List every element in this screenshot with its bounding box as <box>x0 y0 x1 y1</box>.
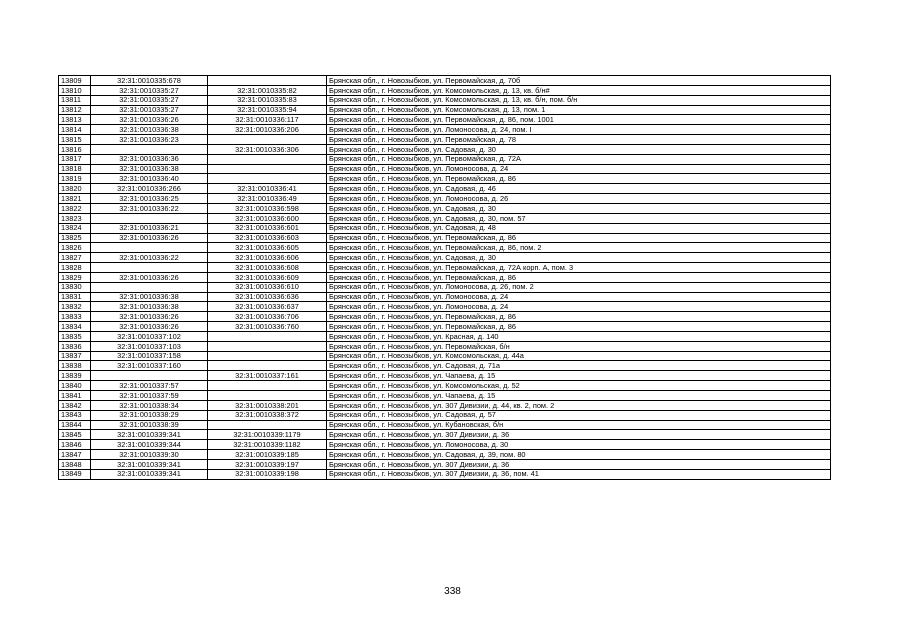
row-number-cell: 13812 <box>59 105 91 115</box>
parcel-cadastral-number-cell: 32:31:0010336:22 <box>91 253 208 263</box>
table-row <box>59 312 831 322</box>
address-cell: Брянская обл., г. Новозыбков, ул. Садовая, д. 71а <box>327 361 831 371</box>
parcel-cadastral-number-cell: 32:31:0010336:22 <box>91 203 208 213</box>
object-cadastral-number-cell <box>208 341 327 351</box>
row-number-cell: 13814 <box>59 125 91 135</box>
address-cell: Брянская обл., г. Новозыбков, ул. Садовая, д. 30 <box>327 203 831 213</box>
row-number-cell: 13822 <box>59 203 91 213</box>
table-row <box>59 213 831 223</box>
address-cell: Брянская обл., г. Новозыбков, ул. Ломоносова, д. 26 <box>327 194 831 204</box>
address-cell: Брянская обл., г. Новозыбков, ул. Первомайская, д. 86 <box>327 322 831 332</box>
parcel-cadastral-number-cell: 32:31:0010336:38 <box>91 164 208 174</box>
address-cell: Брянская обл., г. Новозыбков, ул. Садовая, д. 30, пом. 57 <box>327 213 831 223</box>
table-row <box>59 272 831 282</box>
parcel-cadastral-number-cell: 32:31:0010337:103 <box>91 341 208 351</box>
address-cell: Брянская обл., г. Новозыбков, ул. Садовая, д. 39, пом. 80 <box>327 450 831 460</box>
address-cell: Брянская обл., г. Новозыбков, ул. Первомайская, д. 78 <box>327 135 831 145</box>
parcel-cadastral-number-cell: 32:31:0010338:29 <box>91 410 208 420</box>
parcel-cadastral-number-cell: 32:31:0010339:341 <box>91 430 208 440</box>
table-row <box>59 233 831 243</box>
object-cadastral-number-cell <box>208 174 327 184</box>
parcel-cadastral-number-cell: 32:31:0010336:26 <box>91 233 208 243</box>
page-number: 338 <box>444 586 461 597</box>
parcel-cadastral-number-cell: 32:31:0010339:341 <box>91 459 208 469</box>
address-cell: Брянская обл., г. Новозыбков, ул. Первомайская, д. 72А <box>327 154 831 164</box>
table-row <box>59 341 831 351</box>
row-number-cell: 13830 <box>59 282 91 292</box>
address-cell: Брянская обл., г. Новозыбков, ул. Первомайская, д. 72А корп. А, пом. 3 <box>327 263 831 273</box>
object-cadastral-number-cell: 32:31:0010336:637 <box>208 302 327 312</box>
object-cadastral-number-cell: 32:31:0010336:598 <box>208 203 327 213</box>
parcel-cadastral-number-cell: 32:31:0010336:26 <box>91 322 208 332</box>
row-number-cell: 13837 <box>59 351 91 361</box>
table-row <box>59 174 831 184</box>
table-row <box>59 410 831 420</box>
object-cadastral-number-cell: 32:31:0010336:608 <box>208 263 327 273</box>
address-cell: Брянская обл., г. Новозыбков, ул. Комсомольская, д. 13, пом. 1 <box>327 105 831 115</box>
address-cell: Брянская обл., г. Новозыбков, ул. Комсомольская, д. 44а <box>327 351 831 361</box>
address-cell: Брянская обл., г. Новозыбков, ул. Ломоносова, д. 24 <box>327 292 831 302</box>
table-row <box>59 194 831 204</box>
parcel-cadastral-number-cell: 32:31:0010335:678 <box>91 76 208 86</box>
object-cadastral-number-cell <box>208 391 327 401</box>
parcel-cadastral-number-cell: 32:31:0010336:26 <box>91 272 208 282</box>
object-cadastral-number-cell: 32:31:0010336:606 <box>208 253 327 263</box>
row-number-cell: 13846 <box>59 440 91 450</box>
address-cell: Брянская обл., г. Новозыбков, ул. 307 Дивизии, д. 44, кв. 2, пом. 2 <box>327 400 831 410</box>
address-cell: Брянская обл., г. Новозыбков, ул. Садовая, д. 46 <box>327 184 831 194</box>
table-row <box>59 253 831 263</box>
parcel-cadastral-number-cell: 32:31:0010339:341 <box>91 469 208 479</box>
table-row <box>59 243 831 253</box>
parcel-cadastral-number-cell: 32:31:0010336:36 <box>91 154 208 164</box>
parcel-cadastral-number-cell: 32:31:0010337:160 <box>91 361 208 371</box>
table-row <box>59 351 831 361</box>
parcel-cadastral-number-cell <box>91 144 208 154</box>
row-number-cell: 13824 <box>59 223 91 233</box>
address-cell: Брянская обл., г. Новозыбков, ул. Садовая, д. 57 <box>327 410 831 420</box>
object-cadastral-number-cell: 32:31:0010339:185 <box>208 450 327 460</box>
table-row <box>59 420 831 430</box>
address-cell: Брянская обл., г. Новозыбков, ул. Садовая, д. 30 <box>327 144 831 154</box>
address-cell: Брянская обл., г. Новозыбков, ул. Первомайская, д. 86, пом. 2 <box>327 243 831 253</box>
table-row <box>59 322 831 332</box>
table-row <box>59 440 831 450</box>
parcel-cadastral-number-cell: 32:31:0010338:39 <box>91 420 208 430</box>
row-number-cell: 13843 <box>59 410 91 420</box>
parcel-cadastral-number-cell <box>91 282 208 292</box>
address-cell: Брянская обл., г. Новозыбков, ул. Ломоносова, д. 24, пом. I <box>327 125 831 135</box>
row-number-cell: 13849 <box>59 469 91 479</box>
object-cadastral-number-cell: 32:31:0010337:161 <box>208 371 327 381</box>
row-number-cell: 13817 <box>59 154 91 164</box>
table-row <box>59 469 831 479</box>
parcel-cadastral-number-cell: 32:31:0010339:30 <box>91 450 208 460</box>
object-cadastral-number-cell: 32:31:0010335:83 <box>208 95 327 105</box>
address-cell: Брянская обл., г. Новозыбков, ул. 307 Дивизии, д. 36 <box>327 459 831 469</box>
address-cell: Брянская обл., г. Новозыбков, ул. Ломоносова, д. 26, пом. 2 <box>327 282 831 292</box>
parcel-cadastral-number-cell: 32:31:0010338:34 <box>91 400 208 410</box>
object-cadastral-number-cell: 32:31:0010336:636 <box>208 292 327 302</box>
parcel-cadastral-number-cell: 32:31:0010336:40 <box>91 174 208 184</box>
row-number-cell: 13834 <box>59 322 91 332</box>
object-cadastral-number-cell: 32:31:0010336:601 <box>208 223 327 233</box>
object-cadastral-number-cell: 32:31:0010335:94 <box>208 105 327 115</box>
row-number-cell: 13833 <box>59 312 91 322</box>
object-cadastral-number-cell: 32:31:0010339:1179 <box>208 430 327 440</box>
table-row <box>59 125 831 135</box>
parcel-cadastral-number-cell: 32:31:0010336:21 <box>91 223 208 233</box>
parcel-cadastral-number-cell: 32:31:0010336:266 <box>91 184 208 194</box>
row-number-cell: 13815 <box>59 135 91 145</box>
table-row <box>59 371 831 381</box>
object-cadastral-number-cell: 32:31:0010339:198 <box>208 469 327 479</box>
parcel-cadastral-number-cell: 32:31:0010335:27 <box>91 105 208 115</box>
row-number-cell: 13839 <box>59 371 91 381</box>
object-cadastral-number-cell: 32:31:0010336:117 <box>208 115 327 125</box>
row-number-cell: 13821 <box>59 194 91 204</box>
row-number-cell: 13829 <box>59 272 91 282</box>
row-number-cell: 13826 <box>59 243 91 253</box>
table-row <box>59 115 831 125</box>
address-cell: Брянская обл., г. Новозыбков, ул. Первомайская, д. 70б <box>327 76 831 86</box>
table-row <box>59 135 831 145</box>
parcel-cadastral-number-cell: 32:31:0010337:59 <box>91 391 208 401</box>
table-row <box>59 400 831 410</box>
row-number-cell: 13840 <box>59 381 91 391</box>
parcel-cadastral-number-cell: 32:31:0010337:57 <box>91 381 208 391</box>
parcel-cadastral-number-cell: 32:31:0010336:26 <box>91 115 208 125</box>
address-cell: Брянская обл., г. Новозыбков, ул. Комсомольская, д. 13, кв. б/н# <box>327 85 831 95</box>
address-cell: Брянская обл., г. Новозыбков, ул. Садовая, д. 30 <box>327 253 831 263</box>
object-cadastral-number-cell: 32:31:0010336:610 <box>208 282 327 292</box>
table-body <box>59 76 831 480</box>
address-cell: Брянская обл., г. Новозыбков, ул. Чапаева, д. 15 <box>327 371 831 381</box>
object-cadastral-number-cell: 32:31:0010336:605 <box>208 243 327 253</box>
address-cell: Брянская обл., г. Новозыбков, ул. Первомайская, д. 86 <box>327 312 831 322</box>
row-number-cell: 13848 <box>59 459 91 469</box>
parcel-cadastral-number-cell <box>91 213 208 223</box>
address-cell: Брянская обл., г. Новозыбков, ул. Первомайская, д. 86, пом. 1001 <box>327 115 831 125</box>
address-cell: Брянская обл., г. Новозыбков, ул. Первомайская, б/н <box>327 341 831 351</box>
row-number-cell: 13820 <box>59 184 91 194</box>
parcel-cadastral-number-cell: 32:31:0010337:102 <box>91 331 208 341</box>
table-row <box>59 381 831 391</box>
row-number-cell: 13813 <box>59 115 91 125</box>
row-number-cell: 13844 <box>59 420 91 430</box>
object-cadastral-number-cell: 32:31:0010339:197 <box>208 459 327 469</box>
address-cell: Брянская обл., г. Новозыбков, ул. Красная, д. 140 <box>327 331 831 341</box>
object-cadastral-number-cell: 32:31:0010336:41 <box>208 184 327 194</box>
address-cell: Брянская обл., г. Новозыбков, ул. Кубановская, б/н <box>327 420 831 430</box>
address-cell: Брянская обл., г. Новозыбков, ул. Первомайская, д. 86 <box>327 174 831 184</box>
row-number-cell: 13845 <box>59 430 91 440</box>
object-cadastral-number-cell <box>208 76 327 86</box>
row-number-cell: 13827 <box>59 253 91 263</box>
table-row <box>59 95 831 105</box>
address-cell: Брянская обл., г. Новозыбков, ул. Комсомольская, д. 52 <box>327 381 831 391</box>
table-row <box>59 263 831 273</box>
object-cadastral-number-cell: 32:31:0010336:306 <box>208 144 327 154</box>
row-number-cell: 13832 <box>59 302 91 312</box>
object-cadastral-number-cell <box>208 361 327 371</box>
object-cadastral-number-cell <box>208 154 327 164</box>
table-row <box>59 85 831 95</box>
address-cell: Брянская обл., г. Новозыбков, ул. 307 Дивизии, д. 36, пом. 41 <box>327 469 831 479</box>
parcel-cadastral-number-cell: 32:31:0010336:38 <box>91 302 208 312</box>
parcel-cadastral-number-cell: 32:31:0010336:25 <box>91 194 208 204</box>
object-cadastral-number-cell: 32:31:0010336:49 <box>208 194 327 204</box>
table-row <box>59 105 831 115</box>
parcel-cadastral-number-cell: 32:31:0010339:344 <box>91 440 208 450</box>
row-number-cell: 13842 <box>59 400 91 410</box>
address-cell: Брянская обл., г. Новозыбков, ул. Ломоносова, д. 30 <box>327 440 831 450</box>
address-cell: Брянская обл., г. Новозыбков, ул. Садовая, д. 48 <box>327 223 831 233</box>
object-cadastral-number-cell: 32:31:0010336:760 <box>208 322 327 332</box>
table-row <box>59 302 831 312</box>
object-cadastral-number-cell <box>208 420 327 430</box>
table-row <box>59 391 831 401</box>
row-number-cell: 13816 <box>59 144 91 154</box>
table-row <box>59 282 831 292</box>
row-number-cell: 13841 <box>59 391 91 401</box>
parcel-cadastral-number-cell: 32:31:0010336:26 <box>91 312 208 322</box>
parcel-cadastral-number-cell: 32:31:0010337:158 <box>91 351 208 361</box>
object-cadastral-number-cell: 32:31:0010336:600 <box>208 213 327 223</box>
object-cadastral-number-cell: 32:31:0010338:201 <box>208 400 327 410</box>
table-row <box>59 361 831 371</box>
object-cadastral-number-cell: 32:31:0010335:82 <box>208 85 327 95</box>
table-row <box>59 430 831 440</box>
row-number-cell: 13810 <box>59 85 91 95</box>
object-cadastral-number-cell <box>208 381 327 391</box>
object-cadastral-number-cell: 32:31:0010338:372 <box>208 410 327 420</box>
parcel-cadastral-number-cell: 32:31:0010335:27 <box>91 95 208 105</box>
object-cadastral-number-cell <box>208 135 327 145</box>
row-number-cell: 13835 <box>59 331 91 341</box>
table-row <box>59 164 831 174</box>
row-number-cell: 13819 <box>59 174 91 184</box>
table-row <box>59 331 831 341</box>
object-cadastral-number-cell: 32:31:0010339:1182 <box>208 440 327 450</box>
table-row <box>59 154 831 164</box>
parcel-cadastral-number-cell <box>91 371 208 381</box>
parcel-cadastral-number-cell <box>91 243 208 253</box>
parcel-cadastral-number-cell: 32:31:0010336:23 <box>91 135 208 145</box>
table-row <box>59 144 831 154</box>
row-number-cell: 13847 <box>59 450 91 460</box>
row-number-cell: 13836 <box>59 341 91 351</box>
table-row <box>59 223 831 233</box>
table-row <box>59 450 831 460</box>
address-cell: Брянская обл., г. Новозыбков, ул. Чапаева, д. 15 <box>327 391 831 401</box>
parcel-cadastral-number-cell: 32:31:0010336:38 <box>91 125 208 135</box>
table-row <box>59 292 831 302</box>
address-cell: Брянская обл., г. Новозыбков, ул. Ломоносова, д. 24 <box>327 164 831 174</box>
object-cadastral-number-cell: 32:31:0010336:706 <box>208 312 327 322</box>
table-row <box>59 459 831 469</box>
table-row <box>59 76 831 86</box>
row-number-cell: 13823 <box>59 213 91 223</box>
parcel-cadastral-number-cell: 32:31:0010335:27 <box>91 85 208 95</box>
address-cell: Брянская обл., г. Новозыбков, ул. 307 Дивизии, д. 36 <box>327 430 831 440</box>
address-cell: Брянская обл., г. Новозыбков, ул. Комсомольская, д. 13, кв. б/н, пом. б/н <box>327 95 831 105</box>
object-cadastral-number-cell: 32:31:0010336:206 <box>208 125 327 135</box>
row-number-cell: 13838 <box>59 361 91 371</box>
address-cell: Брянская обл., г. Новозыбков, ул. Первомайская, д. 86 <box>327 233 831 243</box>
row-number-cell: 13825 <box>59 233 91 243</box>
object-cadastral-number-cell: 32:31:0010336:603 <box>208 233 327 243</box>
parcel-cadastral-number-cell <box>91 263 208 273</box>
parcel-cadastral-number-cell: 32:31:0010336:38 <box>91 292 208 302</box>
row-number-cell: 13818 <box>59 164 91 174</box>
row-number-cell: 13828 <box>59 263 91 273</box>
address-cell: Брянская обл., г. Новозыбков, ул. Первомайская, д. 86 <box>327 272 831 282</box>
table-row <box>59 184 831 194</box>
row-number-cell: 13831 <box>59 292 91 302</box>
row-number-cell: 13811 <box>59 95 91 105</box>
object-cadastral-number-cell <box>208 351 327 361</box>
object-cadastral-number-cell: 32:31:0010336:609 <box>208 272 327 282</box>
table-row <box>59 203 831 213</box>
property-table <box>58 75 831 480</box>
object-cadastral-number-cell <box>208 331 327 341</box>
row-number-cell: 13809 <box>59 76 91 86</box>
object-cadastral-number-cell <box>208 164 327 174</box>
address-cell: Брянская обл., г. Новозыбков, ул. Ломоносова, д. 24 <box>327 302 831 312</box>
